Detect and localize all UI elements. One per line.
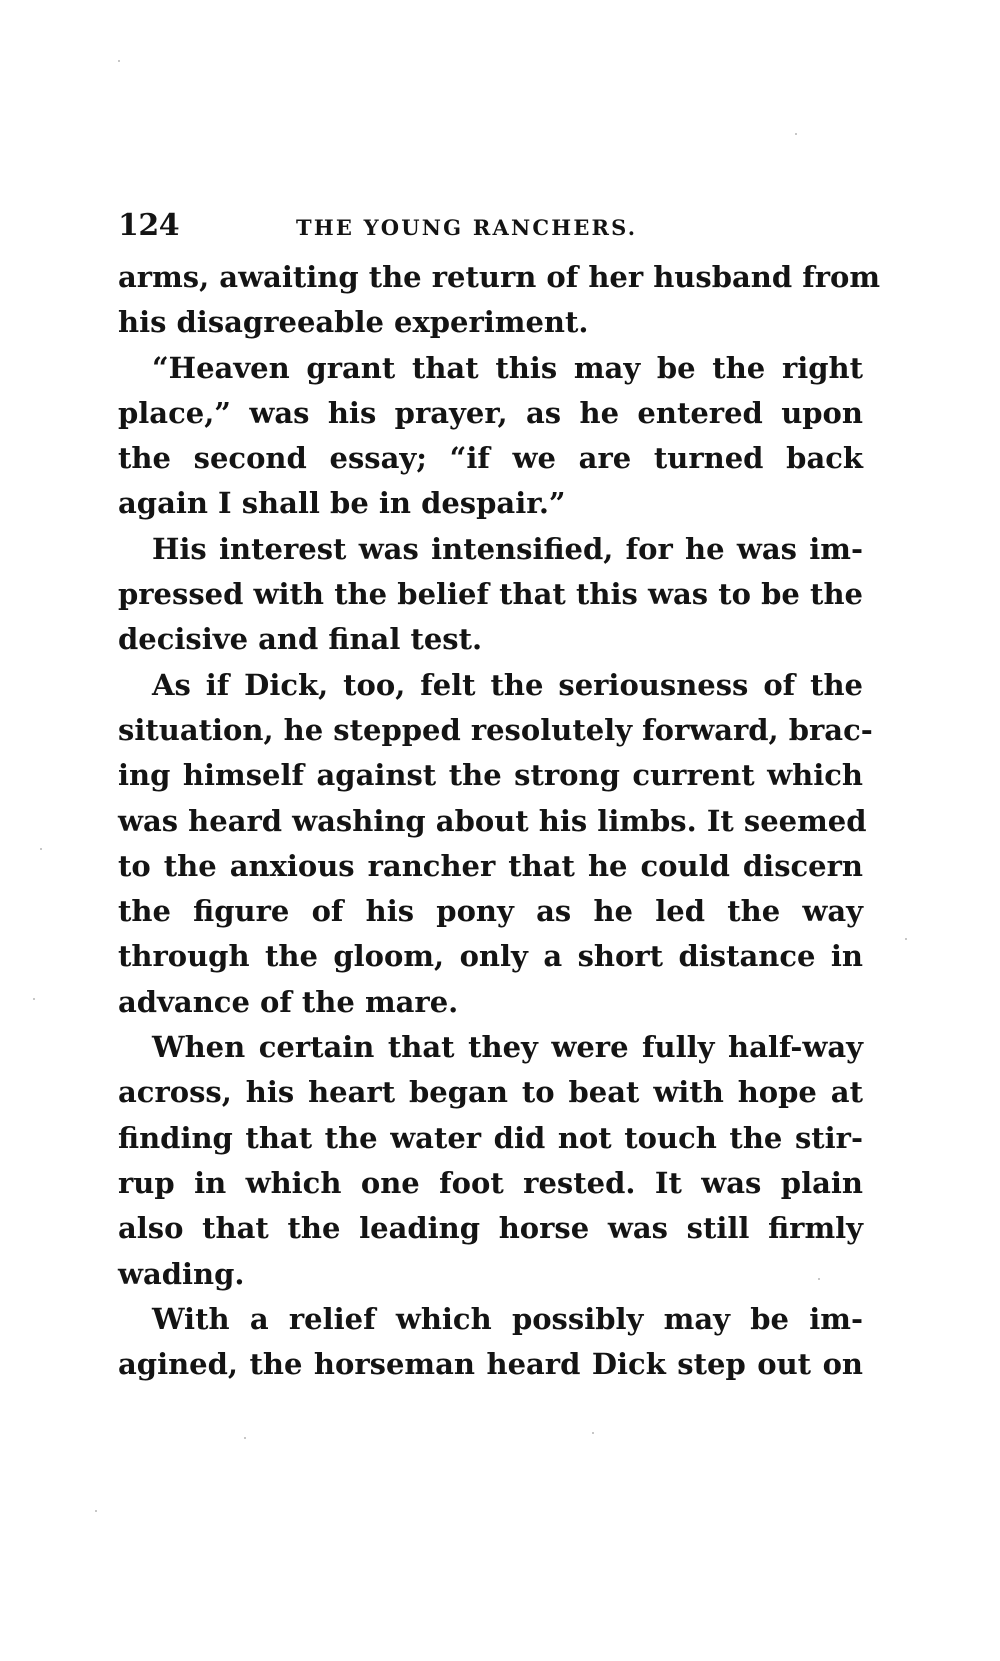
text-line: place,” was his prayer, as he entered upon	[118, 395, 863, 430]
text-line: also that the leading horse was still firmly	[118, 1211, 863, 1246]
text-line: wading.	[118, 1256, 245, 1291]
text-line: pressed with the belief that this was to be the	[118, 577, 863, 612]
text-line: decisive and final test.	[118, 622, 483, 657]
text-line: again I shall be in despair.”	[118, 486, 566, 521]
text-line: across, his heart began to beat with hope at	[118, 1075, 863, 1110]
page-header	[118, 206, 862, 246]
text-line: agined, the horseman heard Dick step out on	[118, 1347, 863, 1382]
text-line: advance of the mare.	[118, 984, 459, 1019]
paper-speck	[592, 1432, 594, 1434]
page-number: 124	[118, 208, 180, 243]
paper-speck	[95, 1510, 97, 1512]
text-line: With a relief which possibly may be im-	[152, 1301, 863, 1336]
running-head: THE YOUNG RANCHERS.	[296, 215, 638, 240]
paper-speck	[795, 133, 797, 135]
text-line: to the anxious rancher that he could discern	[118, 848, 863, 883]
text-line: arms, awaiting the return of her husband from	[118, 260, 881, 294]
text-line: was heard washing about his limbs. It seemed	[118, 803, 867, 838]
text-line: His interest was intensified, for he was im-	[152, 531, 863, 566]
text-line: situation, he stepped resolutely forward, brac-	[118, 712, 873, 747]
paper-speck	[118, 60, 120, 62]
text-line: the figure of his pony as he led the way	[118, 894, 863, 929]
text-line: As if Dick, too, felt the seriousness of the	[152, 667, 863, 702]
text-line: When certain that they were fully half-way	[152, 1030, 863, 1065]
text-line: through the gloom, only a short distance in	[118, 939, 863, 974]
text-line: rup in which one foot rested. It was plain	[118, 1165, 863, 1200]
text-line: finding that the water did not touch the stir-	[118, 1120, 863, 1155]
paper-speck	[244, 1437, 246, 1439]
text-line: the second essay; “if we are turned back	[118, 441, 863, 476]
paper-speck	[905, 938, 907, 940]
paper-speck	[33, 998, 35, 1000]
text-line: his disagreeable experiment.	[118, 305, 589, 340]
text-line: ing himself against the strong current which	[118, 758, 863, 793]
paper-speck	[40, 848, 42, 850]
body-text	[118, 255, 881, 1387]
text-line: “Heaven grant that this may be the right	[152, 350, 863, 385]
